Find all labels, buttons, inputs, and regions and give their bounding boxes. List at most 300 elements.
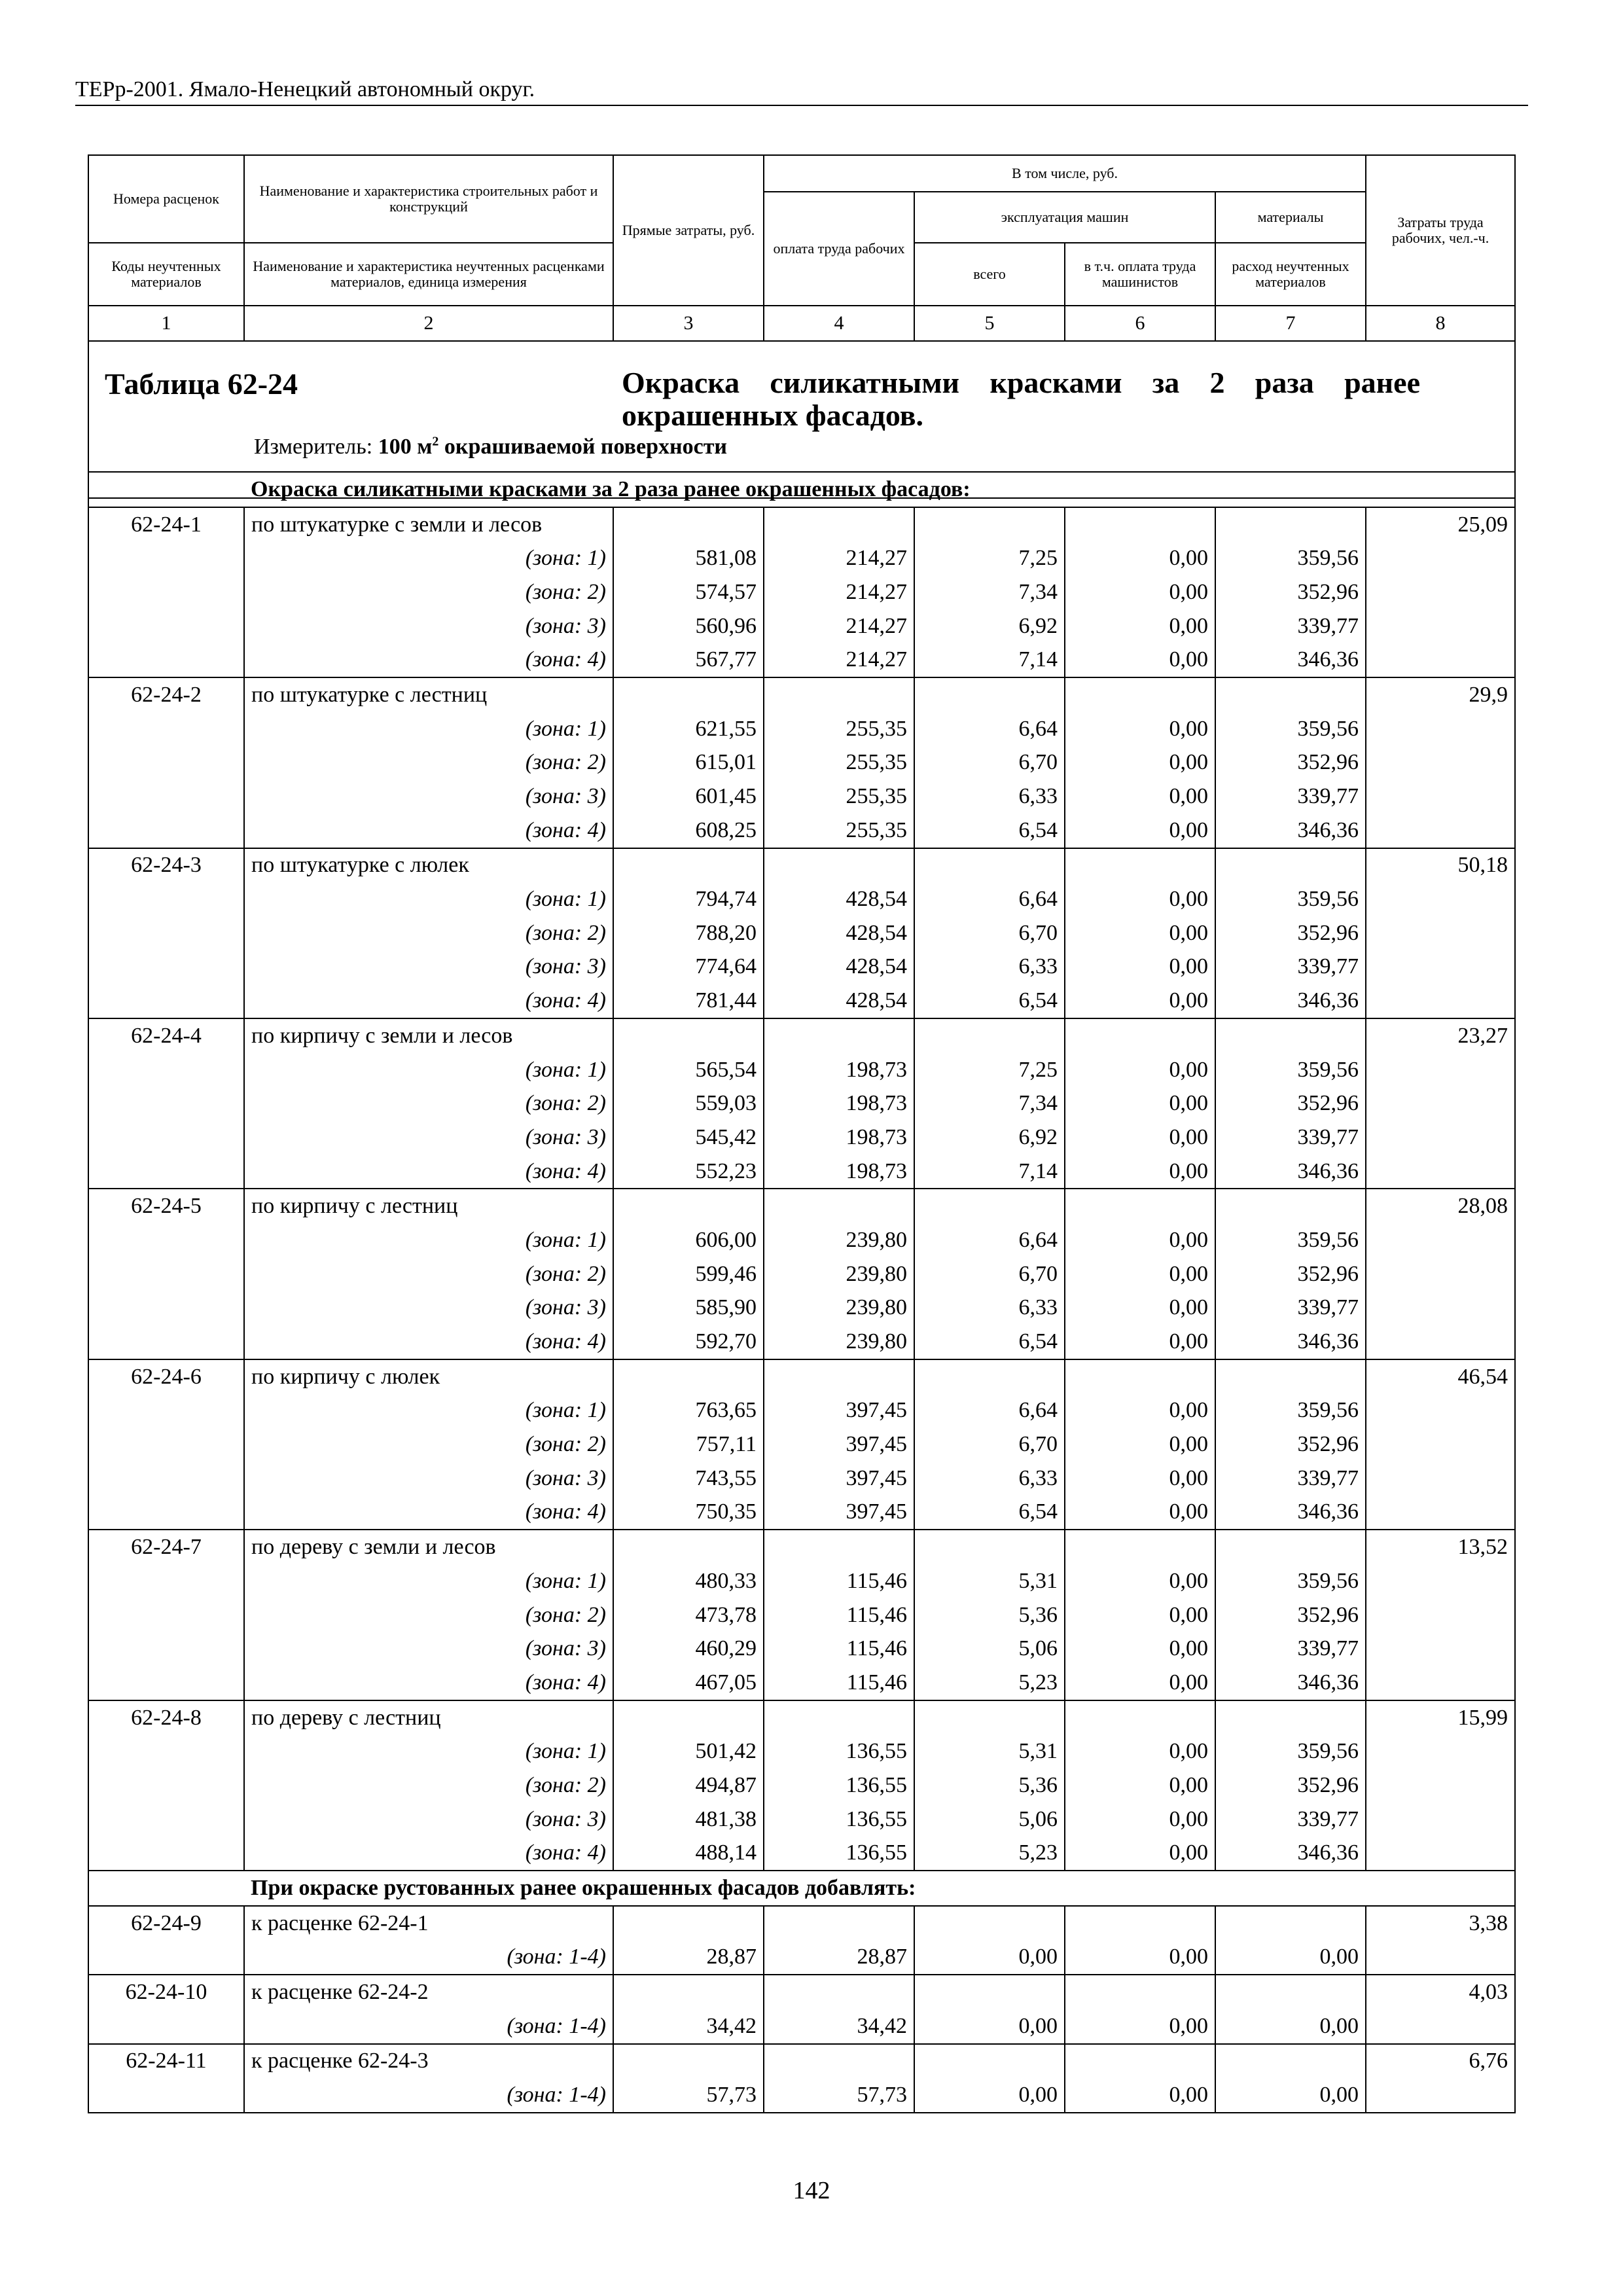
header-machinist-wages: в т.ч. оплата труда машинистов (1065, 243, 1215, 306)
direct-costs: 481,38 (613, 1803, 764, 1837)
labor-cost: 15,99 (1366, 1700, 1515, 1735)
machines-total: 6,92 (914, 1121, 1065, 1155)
column-number: 5 (914, 306, 1065, 341)
direct-costs: 788,20 (613, 916, 764, 950)
direct-costs: 601,45 (613, 780, 764, 814)
direct-costs: 592,70 (613, 1325, 764, 1359)
direct-costs: 565,54 (613, 1053, 764, 1087)
direct-costs: 599,46 (613, 1257, 764, 1291)
page-header: ТЕРр-2001. Ямало-Ненецкий автономный округ. (75, 77, 535, 101)
machines-total: 5,36 (914, 1768, 1065, 1803)
section-row (88, 472, 1515, 507)
direct-costs: 28,87 (613, 1941, 764, 1975)
empty-cell (1215, 1906, 1366, 1941)
empty-cell (88, 882, 244, 916)
machines-total: 5,06 (914, 1803, 1065, 1837)
materials: 359,56 (1215, 1734, 1366, 1768)
direct-costs: 574,57 (613, 575, 764, 609)
machinist-wages: 0,00 (1065, 541, 1215, 575)
zone-row (88, 1053, 1515, 1087)
zone-row (88, 1496, 1515, 1530)
wages: 115,46 (764, 1564, 914, 1598)
empty-cell (88, 1086, 244, 1121)
rate-row (88, 1018, 1515, 1053)
materials: 352,96 (1215, 1768, 1366, 1803)
materials: 352,96 (1215, 1598, 1366, 1632)
table-title: Таблица 62-24 (105, 367, 298, 401)
zone-label: (зона: 1-4) (244, 2078, 613, 2113)
zone-row (88, 916, 1515, 950)
machines-total: 6,70 (914, 1427, 1065, 1462)
materials: 352,96 (1215, 575, 1366, 609)
machines-total: 5,36 (914, 1598, 1065, 1632)
wages: 136,55 (764, 1803, 914, 1837)
empty-cell (1366, 746, 1515, 780)
empty-cell (1215, 1359, 1366, 1394)
zone-label: (зона: 4) (244, 1155, 613, 1189)
machinist-wages: 0,00 (1065, 1053, 1215, 1087)
wages: 428,54 (764, 882, 914, 916)
machinist-wages: 0,00 (1065, 643, 1215, 677)
column-number: 7 (1215, 306, 1366, 341)
machines-total: 7,25 (914, 541, 1065, 575)
machines-total: 6,70 (914, 746, 1065, 780)
empty-cell (1215, 1018, 1366, 1053)
empty-cell (88, 1564, 244, 1598)
zone-label: (зона: 2) (244, 1768, 613, 1803)
wages: 115,46 (764, 1632, 914, 1666)
direct-costs: 743,55 (613, 1462, 764, 1496)
empty-cell (88, 1053, 244, 1087)
section-row (88, 1871, 1515, 1906)
machinist-wages: 0,00 (1065, 1598, 1215, 1632)
empty-cell (1065, 1018, 1215, 1053)
wages: 397,45 (764, 1427, 914, 1462)
machinist-wages: 0,00 (1065, 1837, 1215, 1871)
zone-row (88, 1941, 1515, 1975)
empty-cell (1366, 1394, 1515, 1428)
empty-cell (1366, 1053, 1515, 1087)
zone-row (88, 1121, 1515, 1155)
labor-cost: 25,09 (1366, 507, 1515, 542)
rate-name: по дереву с лестниц (244, 1700, 613, 1735)
empty-cell (88, 916, 244, 950)
wages: 115,46 (764, 1666, 914, 1700)
empty-cell (88, 1257, 244, 1291)
rate-row (88, 1975, 1515, 2009)
machines-total: 6,64 (914, 882, 1065, 916)
empty-cell (914, 1530, 1065, 1564)
empty-cell (88, 1837, 244, 1871)
zone-label: (зона: 4) (244, 1325, 613, 1359)
empty-cell (914, 1189, 1065, 1223)
zone-row (88, 609, 1515, 643)
empty-cell (88, 1223, 244, 1257)
materials: 352,96 (1215, 746, 1366, 780)
wages: 239,80 (764, 1325, 914, 1359)
empty-cell (613, 1359, 764, 1394)
wages: 136,55 (764, 1734, 914, 1768)
empty-cell (88, 1803, 244, 1837)
empty-cell (1366, 1496, 1515, 1530)
machinist-wages: 0,00 (1065, 1291, 1215, 1325)
rate-row (88, 1359, 1515, 1394)
direct-costs: 606,00 (613, 1223, 764, 1257)
zone-row (88, 712, 1515, 746)
wages: 28,87 (764, 1941, 914, 1975)
rate-name: по кирпичу с лестниц (244, 1189, 613, 1223)
column-number: 4 (764, 306, 914, 341)
zone-label: (зона: 3) (244, 950, 613, 984)
empty-cell (764, 1906, 914, 1941)
rate-code: 62-24-10 (88, 1975, 244, 2009)
direct-costs: 57,73 (613, 2078, 764, 2113)
empty-cell (1215, 1530, 1366, 1564)
machines-total: 0,00 (914, 2078, 1065, 2113)
empty-cell (88, 1632, 244, 1666)
machines-total: 6,64 (914, 1394, 1065, 1428)
machines-total: 0,00 (914, 1941, 1065, 1975)
empty-cell (613, 848, 764, 883)
header-wages: оплата труда рабочих (764, 192, 914, 306)
machinist-wages: 0,00 (1065, 1223, 1215, 1257)
machines-total: 6,54 (914, 1496, 1065, 1530)
machines-total: 6,33 (914, 1462, 1065, 1496)
zone-row (88, 814, 1515, 848)
empty-cell (1366, 1086, 1515, 1121)
measurer (254, 435, 727, 459)
zone-row (88, 950, 1515, 984)
machinist-wages: 0,00 (1065, 814, 1215, 848)
zone-label: (зона: 2) (244, 1086, 613, 1121)
direct-costs: 757,11 (613, 1427, 764, 1462)
empty-cell (764, 1530, 914, 1564)
machines-total: 7,25 (914, 1053, 1065, 1087)
empty-cell (88, 1394, 244, 1428)
direct-costs: 559,03 (613, 1086, 764, 1121)
zone-label: (зона: 3) (244, 1632, 613, 1666)
wages: 214,27 (764, 541, 914, 575)
direct-costs: 794,74 (613, 882, 764, 916)
labor-cost: 13,52 (1366, 1530, 1515, 1564)
empty-cell (914, 848, 1065, 883)
machinist-wages: 0,00 (1065, 1941, 1215, 1975)
rate-name: по кирпичу с люлек (244, 1359, 613, 1394)
header-including: В том числе, руб. (764, 155, 1366, 192)
empty-cell (1366, 1564, 1515, 1598)
zone-label: (зона: 1) (244, 541, 613, 575)
empty-cell (914, 1018, 1065, 1053)
zone-row (88, 1734, 1515, 1768)
rate-row (88, 507, 1515, 542)
measurer-label: Измеритель: (254, 435, 373, 459)
machines-total: 7,34 (914, 575, 1065, 609)
column-number: 6 (1065, 306, 1215, 341)
column-number: 2 (244, 306, 613, 341)
machinist-wages: 0,00 (1065, 1462, 1215, 1496)
wages: 397,45 (764, 1462, 914, 1496)
zone-row (88, 1666, 1515, 1700)
rates-table (88, 471, 1516, 2113)
materials: 0,00 (1215, 2009, 1366, 2044)
machines-total: 6,92 (914, 609, 1065, 643)
zone-label: (зона: 1) (244, 712, 613, 746)
materials: 0,00 (1215, 1941, 1366, 1975)
materials: 359,56 (1215, 541, 1366, 575)
empty-cell (88, 541, 244, 575)
machinist-wages: 0,00 (1065, 1768, 1215, 1803)
direct-costs: 552,23 (613, 1155, 764, 1189)
machinist-wages: 0,00 (1065, 1394, 1215, 1428)
empty-cell (764, 1359, 914, 1394)
machines-total: 6,70 (914, 1257, 1065, 1291)
materials: 339,77 (1215, 780, 1366, 814)
labor-cost: 50,18 (1366, 848, 1515, 883)
zone-label: (зона: 1) (244, 1223, 613, 1257)
empty-cell (1215, 1700, 1366, 1735)
empty-cell (914, 2044, 1065, 2079)
materials: 339,77 (1215, 1632, 1366, 1666)
machines-total: 7,14 (914, 1155, 1065, 1189)
zone-row (88, 1564, 1515, 1598)
wages: 136,55 (764, 1768, 914, 1803)
machinist-wages: 0,00 (1065, 950, 1215, 984)
machinist-wages: 0,00 (1065, 712, 1215, 746)
empty-cell (613, 507, 764, 542)
materials: 346,36 (1215, 814, 1366, 848)
labor-cost: 6,76 (1366, 2044, 1515, 2079)
measurer-value: 100 $м^2$ окрашиваемой поверхности (378, 434, 727, 459)
empty-cell (1366, 575, 1515, 609)
direct-costs: 545,42 (613, 1121, 764, 1155)
empty-cell (88, 609, 244, 643)
empty-cell (1366, 1666, 1515, 1700)
empty-cell (613, 677, 764, 712)
empty-cell (1366, 2009, 1515, 2044)
rate-row (88, 848, 1515, 883)
machines-total: 0,00 (914, 2009, 1065, 2044)
rate-name: к расценке 62-24-3 (244, 2044, 613, 2079)
rate-row (88, 1906, 1515, 1941)
machinist-wages: 0,00 (1065, 2009, 1215, 2044)
empty-cell (764, 507, 914, 542)
empty-cell (88, 1496, 244, 1530)
empty-cell (1366, 1291, 1515, 1325)
rate-code: 62-24-5 (88, 1189, 244, 1223)
zone-label: (зона: 4) (244, 1496, 613, 1530)
section-title: При окраске рустованных ранее окрашенных фасадов добавлять: (244, 1871, 1515, 1906)
empty-cell (88, 1325, 244, 1359)
wages: 255,35 (764, 814, 914, 848)
wages: 115,46 (764, 1598, 914, 1632)
empty-cell (88, 814, 244, 848)
empty-cell (613, 1530, 764, 1564)
empty-cell (1366, 1257, 1515, 1291)
rate-row (88, 2044, 1515, 2079)
empty-cell (914, 1359, 1065, 1394)
wages: 239,80 (764, 1223, 914, 1257)
machines-total: 6,33 (914, 780, 1065, 814)
empty-cell (1065, 1700, 1215, 1735)
empty-cell (764, 1018, 914, 1053)
machines-total: 7,14 (914, 643, 1065, 677)
header-work-name: Наименование и характеристика строительных работ и конструкций (244, 155, 613, 243)
rate-code: 62-24-3 (88, 848, 244, 883)
section-spacer (88, 472, 244, 507)
wages: 239,80 (764, 1291, 914, 1325)
empty-cell (764, 2044, 914, 2079)
zone-label: (зона: 3) (244, 1462, 613, 1496)
empty-cell (1366, 1941, 1515, 1975)
zone-label: (зона: 2) (244, 575, 613, 609)
zone-row (88, 1598, 1515, 1632)
empty-cell (1366, 712, 1515, 746)
wages: 255,35 (764, 780, 914, 814)
zone-row (88, 1291, 1515, 1325)
empty-cell (88, 1666, 244, 1700)
wages: 198,73 (764, 1086, 914, 1121)
direct-costs: 560,96 (613, 609, 764, 643)
empty-cell (914, 1975, 1065, 2009)
rate-name: по дереву с земли и лесов (244, 1530, 613, 1564)
machinist-wages: 0,00 (1065, 1086, 1215, 1121)
rate-name: по штукатурке с лестниц (244, 677, 613, 712)
wages: 428,54 (764, 984, 914, 1018)
empty-cell (764, 1700, 914, 1735)
rate-row (88, 1530, 1515, 1564)
direct-costs: 774,64 (613, 950, 764, 984)
machinist-wages: 0,00 (1065, 1155, 1215, 1189)
empty-cell (914, 1700, 1065, 1735)
empty-cell (613, 1189, 764, 1223)
zone-label: (зона: 1-4) (244, 2009, 613, 2044)
empty-cell (1065, 507, 1215, 542)
zone-row (88, 1325, 1515, 1359)
machinist-wages: 0,00 (1065, 1734, 1215, 1768)
materials: 359,56 (1215, 712, 1366, 746)
empty-cell (1366, 1462, 1515, 1496)
empty-cell (1366, 1155, 1515, 1189)
page-number: 142 (793, 2177, 830, 2204)
zone-row (88, 1462, 1515, 1496)
wages: 428,54 (764, 916, 914, 950)
header-machines-total: всего (914, 243, 1065, 306)
column-number: 1 (88, 306, 244, 341)
empty-cell (1366, 1121, 1515, 1155)
rate-name: по штукатурке с люлек (244, 848, 613, 883)
header-materials-use: расход неучтенных материалов (1215, 243, 1366, 306)
machines-total: 6,54 (914, 1325, 1065, 1359)
zone-label: (зона: 3) (244, 780, 613, 814)
rate-name: к расценке 62-24-1 (244, 1906, 613, 1941)
header-material-codes: Коды неучтенных материалов (88, 243, 244, 306)
zone-row (88, 882, 1515, 916)
machinist-wages: 0,00 (1065, 1496, 1215, 1530)
machinist-wages: 0,00 (1065, 1803, 1215, 1837)
zone-row (88, 1803, 1515, 1837)
zone-row (88, 575, 1515, 609)
empty-cell (1366, 1837, 1515, 1871)
machinist-wages: 0,00 (1065, 780, 1215, 814)
zone-label: (зона: 4) (244, 1666, 613, 1700)
rate-code: 62-24-11 (88, 2044, 244, 2079)
zone-row (88, 1768, 1515, 1803)
machinist-wages: 0,00 (1065, 1564, 1215, 1598)
zone-label: (зона: 3) (244, 1803, 613, 1837)
empty-cell (1366, 1734, 1515, 1768)
header-labor: Затраты труда рабочих, чел.-ч. (1366, 155, 1515, 306)
wages: 255,35 (764, 712, 914, 746)
empty-cell (88, 643, 244, 677)
machines-total: 5,31 (914, 1564, 1065, 1598)
direct-costs: 488,14 (613, 1837, 764, 1871)
column-number: 3 (613, 306, 764, 341)
direct-costs: 615,01 (613, 746, 764, 780)
empty-cell (88, 984, 244, 1018)
empty-cell (88, 575, 244, 609)
direct-costs: 480,33 (613, 1564, 764, 1598)
section-spacer (88, 1871, 244, 1906)
zone-label: (зона: 2) (244, 1598, 613, 1632)
wages: 397,45 (764, 1496, 914, 1530)
rate-code: 62-24-1 (88, 507, 244, 542)
machinist-wages: 0,00 (1065, 575, 1215, 609)
materials: 0,00 (1215, 2078, 1366, 2113)
rate-name: к расценке 62-24-2 (244, 1975, 613, 2009)
empty-cell (1065, 677, 1215, 712)
empty-cell (1366, 916, 1515, 950)
zone-label: (зона: 2) (244, 916, 613, 950)
machines-total: 6,33 (914, 1291, 1065, 1325)
machines-total: 5,06 (914, 1632, 1065, 1666)
empty-cell (1366, 2078, 1515, 2113)
rate-code: 62-24-7 (88, 1530, 244, 1564)
machinist-wages: 0,00 (1065, 746, 1215, 780)
empty-cell (1366, 1325, 1515, 1359)
materials: 352,96 (1215, 1086, 1366, 1121)
empty-cell (764, 677, 914, 712)
empty-cell (1215, 507, 1366, 542)
empty-cell (1215, 677, 1366, 712)
empty-cell (88, 780, 244, 814)
materials: 352,96 (1215, 1257, 1366, 1291)
zone-row (88, 2078, 1515, 2113)
machines-total: 7,34 (914, 1086, 1065, 1121)
empty-cell (1366, 814, 1515, 848)
machinist-wages: 0,00 (1065, 916, 1215, 950)
empty-cell (1065, 1189, 1215, 1223)
empty-cell (88, 1768, 244, 1803)
machinist-wages: 0,00 (1065, 1121, 1215, 1155)
materials: 339,77 (1215, 1291, 1366, 1325)
empty-cell (1366, 1768, 1515, 1803)
machinist-wages: 0,00 (1065, 609, 1215, 643)
wages: 34,42 (764, 2009, 914, 2044)
empty-cell (88, 2009, 244, 2044)
empty-cell (1366, 1803, 1515, 1837)
empty-cell (88, 1734, 244, 1768)
materials: 339,77 (1215, 950, 1366, 984)
rate-code: 62-24-6 (88, 1359, 244, 1394)
labor-cost: 28,08 (1366, 1189, 1515, 1223)
machinist-wages: 0,00 (1065, 984, 1215, 1018)
zone-label: (зона: 4) (244, 1837, 613, 1871)
zone-row (88, 1155, 1515, 1189)
machinist-wages: 0,00 (1065, 882, 1215, 916)
machines-total: 5,23 (914, 1837, 1065, 1871)
empty-cell (1215, 1975, 1366, 2009)
rate-code: 62-24-8 (88, 1700, 244, 1735)
